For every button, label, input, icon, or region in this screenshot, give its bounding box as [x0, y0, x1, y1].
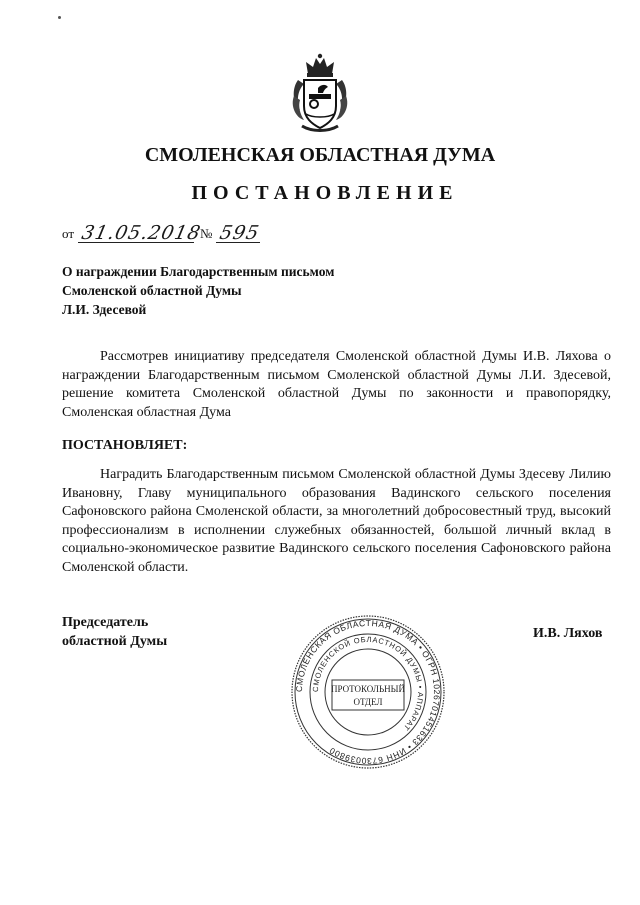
signatory-title — [62, 613, 167, 651]
seal-center-line: ПРОТОКОЛЬНЫЙ — [331, 684, 405, 694]
subject-line: О награждении Благодарственным письмом — [62, 264, 335, 279]
resolution-paragraph: Наградить Благодарственным письмом Смоленской областной Думы Здесеву Лилию Ивановну, Главу муниципального образования Вадинского сельского поселения Сафоновского района Смоленской области, за многолетний добросовестный труд, высокий профессионализм в исполнении служебных обязанностей, большой личный вклад в социально-экономическое развитие Вадинского сельского поселения Сафоновского района Смоленской области. — [62, 467, 611, 575]
signatory-title-line: областной Думы — [62, 634, 168, 649]
official-seal — [290, 614, 446, 770]
organization-title: СМОЛЕНСКАЯ ОБЛАСТНАЯ ДУМА — [144, 144, 496, 166]
scan-speck — [58, 16, 61, 19]
signatory-title-line: Председатель — [62, 615, 149, 630]
signatory-name: И.В. Ляхов — [533, 626, 603, 641]
seal-inner-text: СМОЛЕНСКОЙ ОБЛАСТНОЙ ДУМЫ • АППАРАТ — [310, 634, 426, 733]
subject-line: Л.И. Здесевой — [62, 302, 147, 317]
handwritten-number: 595 — [217, 222, 262, 244]
smolensk-coat-of-arms-icon — [288, 52, 352, 134]
seal-outer-text: СМОЛЕНСКАЯ ОБЛАСТНАЯ ДУМА • ОГРН 1026701451633 • ИНН 6730039800 — [293, 617, 443, 767]
document-type: ПОСТАНОВЛЕНИЕ — [191, 182, 459, 204]
resolve-heading: ПОСТАНОВЛЯЕТ: — [62, 438, 188, 453]
number-label: № — [200, 226, 213, 241]
document-subject — [62, 262, 334, 319]
subject-line: Смоленской областной Думы — [62, 283, 242, 298]
seal-center-line: ОТДЕЛ — [353, 697, 383, 707]
handwritten-date: 31.05.2018 — [79, 222, 204, 244]
preamble-paragraph: Рассмотрев инициативу председателя Смоленской областной Думы И.В. Ляхова о награждении Благодарственным письмом Смоленской областной Думы Л.И. Здесевой, решение комитета Смоленской областной Думы по законности и правопорядку, Смоленская областная Дума — [62, 349, 611, 420]
date-label: от — [62, 226, 75, 241]
date-number-line — [62, 222, 362, 246]
